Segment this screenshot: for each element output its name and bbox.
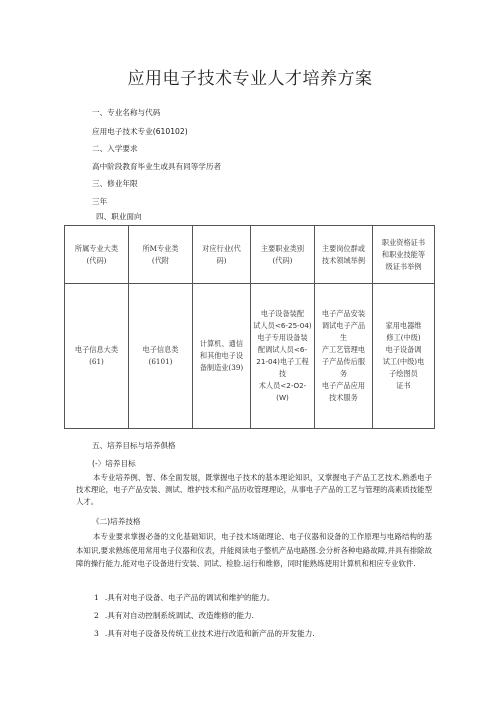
- table-header-cell: 主要岗位群或 技术领域举例: [315, 226, 373, 284]
- section-heading-career: 四、职业面向: [96, 212, 142, 221]
- career-table: [64, 225, 435, 429]
- specification-paragraph: 本专业要求掌握必备的文化基础知识，电子技术场础理论、电子仪器和设备的工作原理与电路结构的基本知识,要求熟练使用常用电子仪器和仪表，并能阅读电子整机产品电路图.会分析各种电路故障,并具有排除故障的操行能力,能对电子设备进行安装、同试、检脸.运行和维修，同时能熟练使用计算机和相应专业软件.: [76, 532, 432, 568]
- section-heading-admission: 二、入学要求: [92, 144, 138, 153]
- goal-paragraph: 本专业培养例、智、体全面发展，既掌握电子技术的基本理论知识，又掌握电子产品工艺技术,熟悉电子技术理论，电子产品安装、测试、维护技术和产品历收管理理论，从事电子产品的工艺与管理的高素质技能型人才。: [76, 473, 432, 506]
- section-heading-objectives: 五、培养目标与培养俱格: [92, 441, 176, 450]
- list-item: 2 .具有对自动控制系统调试、改造维修的能力.: [94, 611, 254, 620]
- table-row: [65, 284, 435, 429]
- table-cell: 计算机、通信 和其他电子设 备制造业(39): [193, 284, 251, 429]
- table-header-cell: 对应行业(代 码): [193, 226, 251, 284]
- table-header-cell: 职业资格证书 和职业技能等 级证书举例: [373, 226, 435, 284]
- section-heading-duration: 三、修业年限: [92, 179, 138, 188]
- study-duration: 三年: [92, 197, 108, 206]
- table-cell: 电子信息类 (6101): [129, 284, 193, 429]
- admission-requirement: 高中阶段教育毕业生或具有同等学历者: [92, 162, 222, 171]
- table-cell: 电子信息大类 (61): [65, 284, 129, 429]
- table-cell: 电子产品安装 调试电子产品 生 产工艺管理电 子产品传后服 务 电子产品应用 技术服务: [315, 284, 373, 429]
- section-heading-major: 一、专业名称与代码: [92, 108, 161, 117]
- table-cell: 家用电器维 修工(中级) 电子设备调 试工(中级)电 子绘图员 证书: [373, 284, 435, 429]
- list-item: 3 .具有对电子设备及传统工业技术进行改造和新产品的开发能力.: [94, 629, 315, 638]
- page-title: 应用电子技术专业人才培养方案: [127, 69, 373, 89]
- table-header-cell: 主要职业类别 (代码): [251, 226, 315, 284]
- major-name-code: 应用电子技术专业(610102): [92, 127, 188, 136]
- subsection-heading-specification: 《二)培养技格: [92, 517, 141, 526]
- table-header-cell: 所M专业类 (代附: [129, 226, 193, 284]
- subsection-heading-goal: (-〉培养目标: [92, 459, 136, 468]
- table-header-row: [65, 226, 435, 284]
- list-item: 1 .具有对电子设备、电子产品的调试和维护的能力。: [94, 593, 275, 602]
- table-header-cell: 所属专业大类 (代码): [65, 226, 129, 284]
- table-cell: 电子设备装配 试人员<6-25-04) 电子专用设备装 配调试人员<6- 21-04)电子工程技 术人员<2-O2-(W): [251, 284, 315, 429]
